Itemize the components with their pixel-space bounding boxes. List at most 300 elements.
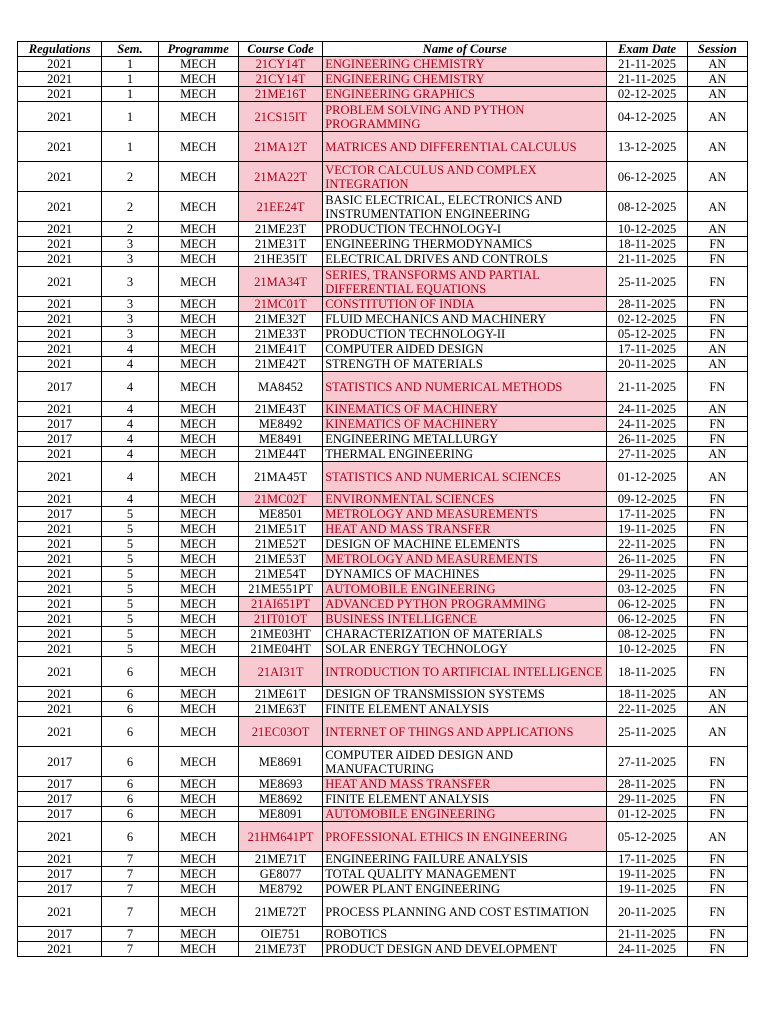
session-cell: FN [687,807,747,822]
course-code-cell: 21ME31T [238,237,322,252]
semester-cell: 5 [102,612,158,627]
table-row [18,327,748,342]
exam-date-cell: 08-12-2025 [607,192,687,222]
regulation-cell: 2021 [18,822,102,852]
exam-date-cell: 17-11-2025 [607,507,687,522]
programme-cell: MECH [158,447,238,462]
header-course-code: Course Code [238,42,322,57]
programme-cell: MECH [158,942,238,957]
header-exam-date: Exam Date [607,42,687,57]
regulation-cell: 2021 [18,657,102,687]
programme-cell: MECH [158,462,238,492]
table-row [18,777,748,792]
semester-cell: 4 [102,372,158,402]
regulation-cell: 2021 [18,447,102,462]
exam-date-cell: 22-11-2025 [607,702,687,717]
table-row [18,687,748,702]
semester-cell: 1 [102,72,158,87]
table-row [18,372,748,402]
exam-date-cell: 13-12-2025 [607,132,687,162]
regulation-cell: 2021 [18,852,102,867]
course-code-cell: 21MC02T [238,492,322,507]
course-code-cell: ME8091 [238,807,322,822]
session-cell: AN [687,162,747,192]
programme-cell: MECH [158,417,238,432]
regulation-cell: 2017 [18,432,102,447]
regulation-cell: 2021 [18,237,102,252]
semester-cell: 3 [102,252,158,267]
programme-cell: MECH [158,642,238,657]
table-row [18,657,748,687]
exam-date-cell: 22-11-2025 [607,537,687,552]
exam-date-cell: 05-12-2025 [607,822,687,852]
course-name-cell: AUTOMOBILE ENGINEERING [323,582,607,597]
programme-cell: MECH [158,432,238,447]
course-name-cell: INTRODUCTION TO ARTIFICIAL INTELLIGENCE [323,657,607,687]
regulation-cell: 2021 [18,462,102,492]
session-cell: AN [687,342,747,357]
programme-cell: MECH [158,657,238,687]
table-row [18,927,748,942]
session-cell: AN [687,717,747,747]
regulation-cell: 2021 [18,192,102,222]
table-row [18,567,748,582]
programme-cell: MECH [158,792,238,807]
table-row [18,297,748,312]
semester-cell: 6 [102,777,158,792]
table-row [18,447,748,462]
exam-date-cell: 05-12-2025 [607,327,687,342]
session-cell: FN [687,642,747,657]
course-name-cell: ENGINEERING GRAPHICS [323,87,607,102]
semester-cell: 1 [102,102,158,132]
course-code-cell: 21ME61T [238,687,322,702]
course-code-cell: 21ME23T [238,222,322,237]
course-code-cell: 21AI31T [238,657,322,687]
course-name-cell: PROFESSIONAL ETHICS IN ENGINEERING [323,822,607,852]
course-code-cell: ME8692 [238,792,322,807]
regulation-cell: 2021 [18,132,102,162]
course-code-cell: ME8693 [238,777,322,792]
semester-cell: 6 [102,792,158,807]
programme-cell: MECH [158,567,238,582]
regulation-cell: 2021 [18,57,102,72]
semester-cell: 6 [102,657,158,687]
semester-cell: 7 [102,927,158,942]
table-row [18,897,748,927]
semester-cell: 6 [102,717,158,747]
regulation-cell: 2021 [18,897,102,927]
exam-date-cell: 21-11-2025 [607,72,687,87]
regulation-cell: 2017 [18,507,102,522]
semester-cell: 6 [102,822,158,852]
header-session: Session [687,42,747,57]
semester-cell: 7 [102,942,158,957]
semester-cell: 3 [102,267,158,297]
exam-date-cell: 24-11-2025 [607,942,687,957]
course-code-cell: 21ME44T [238,447,322,462]
course-code-cell: 21EC03OT [238,717,322,747]
regulation-cell: 2021 [18,342,102,357]
regulation-cell: 2021 [18,102,102,132]
programme-cell: MECH [158,507,238,522]
session-cell: AN [687,87,747,102]
table-row [18,717,748,747]
course-code-cell: 21IT01OT [238,612,322,627]
semester-cell: 5 [102,567,158,582]
course-name-cell: SERIES, TRANSFORMS AND PARTIAL DIFFERENTIAL EQUATIONS [323,267,607,297]
course-name-cell: ENGINEERING FAILURE ANALYSIS [323,852,607,867]
regulation-cell: 2021 [18,87,102,102]
regulation-cell: 2021 [18,597,102,612]
exam-date-cell: 25-11-2025 [607,267,687,297]
exam-date-cell: 06-12-2025 [607,162,687,192]
exam-date-cell: 26-11-2025 [607,552,687,567]
programme-cell: MECH [158,267,238,297]
regulation-cell: 2021 [18,252,102,267]
table-row [18,87,748,102]
programme-cell: MECH [158,612,238,627]
table-row [18,162,748,192]
exam-date-cell: 17-11-2025 [607,342,687,357]
session-cell: FN [687,897,747,927]
semester-cell: 4 [102,417,158,432]
exam-date-cell: 28-11-2025 [607,777,687,792]
course-name-cell: PRODUCTION TECHNOLOGY-II [323,327,607,342]
exam-date-cell: 20-11-2025 [607,357,687,372]
session-cell: FN [687,747,747,777]
table-row [18,237,748,252]
table-row [18,867,748,882]
programme-cell: MECH [158,132,238,162]
course-name-cell: KINEMATICS OF MACHINERY [323,417,607,432]
course-name-cell: ENGINEERING CHEMISTRY [323,57,607,72]
session-cell: FN [687,882,747,897]
exam-date-cell: 28-11-2025 [607,297,687,312]
regulation-cell: 2021 [18,612,102,627]
header-course-name: Name of Course [323,42,607,57]
course-code-cell: 21CS15IT [238,102,322,132]
table-row [18,642,748,657]
exam-date-cell: 25-11-2025 [607,717,687,747]
programme-cell: MECH [158,702,238,717]
table-row [18,132,748,162]
programme-cell: MECH [158,927,238,942]
programme-cell: MECH [158,807,238,822]
course-code-cell: 21ME71T [238,852,322,867]
course-code-cell: 21ME41T [238,342,322,357]
programme-cell: MECH [158,192,238,222]
course-code-cell: 21HE35IT [238,252,322,267]
semester-cell: 7 [102,852,158,867]
course-name-cell: ENVIRONMENTAL SCIENCES [323,492,607,507]
exam-date-cell: 21-11-2025 [607,927,687,942]
session-cell: FN [687,327,747,342]
table-row [18,582,748,597]
table-row [18,522,748,537]
course-name-cell: STRENGTH OF MATERIALS [323,357,607,372]
course-code-cell: ME8691 [238,747,322,777]
semester-cell: 3 [102,237,158,252]
regulation-cell: 2017 [18,747,102,777]
course-code-cell: 21ME04HT [238,642,322,657]
course-name-cell: AUTOMOBILE ENGINEERING [323,807,607,822]
programme-cell: MECH [158,342,238,357]
programme-cell: MECH [158,537,238,552]
programme-cell: MECH [158,552,238,567]
regulation-cell: 2021 [18,642,102,657]
session-cell: FN [687,852,747,867]
exam-date-cell: 17-11-2025 [607,852,687,867]
table-row [18,267,748,297]
session-cell: AN [687,102,747,132]
semester-cell: 2 [102,192,158,222]
regulation-cell: 2021 [18,402,102,417]
session-cell: FN [687,507,747,522]
course-code-cell: 21ME551PT [238,582,322,597]
semester-cell: 2 [102,162,158,192]
exam-date-cell: 06-12-2025 [607,597,687,612]
exam-date-cell: 18-11-2025 [607,687,687,702]
course-code-cell: 21ME63T [238,702,322,717]
session-cell: FN [687,312,747,327]
course-name-cell: CONSTITUTION OF INDIA [323,297,607,312]
programme-cell: MECH [158,102,238,132]
session-cell: FN [687,927,747,942]
semester-cell: 5 [102,537,158,552]
table-row [18,597,748,612]
exam-date-cell: 10-12-2025 [607,642,687,657]
course-name-cell: STATISTICS AND NUMERICAL SCIENCES [323,462,607,492]
course-code-cell: ME8492 [238,417,322,432]
exam-date-cell: 10-12-2025 [607,222,687,237]
programme-cell: MECH [158,822,238,852]
exam-date-cell: 09-12-2025 [607,492,687,507]
exam-date-cell: 08-12-2025 [607,627,687,642]
exam-date-cell: 02-12-2025 [607,87,687,102]
programme-cell: MECH [158,372,238,402]
table-row [18,552,748,567]
exam-date-cell: 06-12-2025 [607,612,687,627]
semester-cell: 7 [102,897,158,927]
programme-cell: MECH [158,687,238,702]
programme-cell: MECH [158,717,238,747]
table-row [18,357,748,372]
session-cell: FN [687,942,747,957]
table-row [18,252,748,267]
session-cell: FN [687,522,747,537]
course-code-cell: 21MA22T [238,162,322,192]
semester-cell: 5 [102,597,158,612]
course-name-cell: METROLOGY AND MEASUREMENTS [323,552,607,567]
regulation-cell: 2021 [18,717,102,747]
session-cell: FN [687,657,747,687]
semester-cell: 5 [102,522,158,537]
programme-cell: MECH [158,222,238,237]
session-cell: FN [687,252,747,267]
programme-cell: MECH [158,852,238,867]
course-code-cell: 21HM641PT [238,822,322,852]
table-row [18,942,748,957]
exam-date-cell: 19-11-2025 [607,522,687,537]
table-row [18,882,748,897]
session-cell: FN [687,417,747,432]
exam-date-cell: 20-11-2025 [607,897,687,927]
course-code-cell: 21MA45T [238,462,322,492]
course-code-cell: 21ME52T [238,537,322,552]
programme-cell: MECH [158,582,238,597]
course-code-cell: 21ME43T [238,402,322,417]
semester-cell: 2 [102,222,158,237]
session-cell: AN [687,222,747,237]
exam-date-cell: 02-12-2025 [607,312,687,327]
regulation-cell: 2021 [18,297,102,312]
course-code-cell: 21ME54T [238,567,322,582]
exam-date-cell: 27-11-2025 [607,447,687,462]
session-cell: FN [687,267,747,297]
session-cell: AN [687,402,747,417]
session-cell: AN [687,357,747,372]
table-row [18,792,748,807]
semester-cell: 5 [102,582,158,597]
exam-date-cell: 01-12-2025 [607,462,687,492]
regulation-cell: 2017 [18,867,102,882]
course-name-cell: PRODUCT DESIGN AND DEVELOPMENT [323,942,607,957]
course-name-cell: MATRICES AND DIFFERENTIAL CALCULUS [323,132,607,162]
programme-cell: MECH [158,747,238,777]
exam-date-cell: 01-12-2025 [607,807,687,822]
semester-cell: 1 [102,57,158,72]
session-cell: AN [687,447,747,462]
semester-cell: 5 [102,642,158,657]
regulation-cell: 2021 [18,312,102,327]
regulation-cell: 2017 [18,927,102,942]
course-name-cell: FINITE ELEMENT ANALYSIS [323,702,607,717]
course-name-cell: BASIC ELECTRICAL, ELECTRONICS AND INSTRUMENTATION ENGINEERING [323,192,607,222]
semester-cell: 1 [102,87,158,102]
course-name-cell: VECTOR CALCULUS AND COMPLEX INTEGRATION [323,162,607,192]
exam-schedule-table [17,41,748,957]
semester-cell: 4 [102,447,158,462]
course-name-cell: THERMAL ENGINEERING [323,447,607,462]
programme-cell: MECH [158,357,238,372]
course-name-cell: HEAT AND MASS TRANSFER [323,777,607,792]
table-row [18,192,748,222]
programme-cell: MECH [158,72,238,87]
course-code-cell: 21MC01T [238,297,322,312]
exam-date-cell: 24-11-2025 [607,417,687,432]
course-name-cell: TOTAL QUALITY MANAGEMENT [323,867,607,882]
table-row [18,492,748,507]
exam-date-cell: 18-11-2025 [607,657,687,687]
course-code-cell: 21ME16T [238,87,322,102]
programme-cell: MECH [158,237,238,252]
table-row [18,507,748,522]
exam-date-cell: 19-11-2025 [607,882,687,897]
semester-cell: 5 [102,507,158,522]
regulation-cell: 2021 [18,72,102,87]
course-code-cell: 21AI651PT [238,597,322,612]
programme-cell: MECH [158,297,238,312]
session-cell: FN [687,432,747,447]
session-cell: FN [687,867,747,882]
semester-cell: 4 [102,462,158,492]
exam-date-cell: 21-11-2025 [607,57,687,72]
semester-cell: 4 [102,342,158,357]
regulation-cell: 2021 [18,942,102,957]
course-code-cell: 21EE24T [238,192,322,222]
session-cell: AN [687,687,747,702]
course-code-cell: 21MA12T [238,132,322,162]
regulation-cell: 2021 [18,267,102,297]
semester-cell: 7 [102,882,158,897]
semester-cell: 4 [102,492,158,507]
semester-cell: 4 [102,432,158,447]
semester-cell: 1 [102,132,158,162]
course-name-cell: BUSINESS INTELLIGENCE [323,612,607,627]
regulation-cell: 2017 [18,372,102,402]
course-name-cell: PROCESS PLANNING AND COST ESTIMATION [323,897,607,927]
course-code-cell: 21ME03HT [238,627,322,642]
exam-date-cell: 18-11-2025 [607,237,687,252]
course-name-cell: DESIGN OF MACHINE ELEMENTS [323,537,607,552]
course-code-cell: OIE751 [238,927,322,942]
exam-date-cell: 04-12-2025 [607,102,687,132]
programme-cell: MECH [158,627,238,642]
semester-cell: 3 [102,312,158,327]
programme-cell: MECH [158,87,238,102]
session-cell: AN [687,132,747,162]
programme-cell: MECH [158,897,238,927]
course-name-cell: HEAT AND MASS TRANSFER [323,522,607,537]
header-programme: Programme [158,42,238,57]
course-code-cell: 21ME32T [238,312,322,327]
semester-cell: 6 [102,687,158,702]
session-cell: AN [687,192,747,222]
course-name-cell: STATISTICS AND NUMERICAL METHODS [323,372,607,402]
exam-date-cell: 19-11-2025 [607,867,687,882]
course-name-cell: KINEMATICS OF MACHINERY [323,402,607,417]
programme-cell: MECH [158,867,238,882]
course-name-cell: METROLOGY AND MEASUREMENTS [323,507,607,522]
table-row [18,612,748,627]
semester-cell: 3 [102,327,158,342]
course-name-cell: DESIGN OF TRANSMISSION SYSTEMS [323,687,607,702]
course-name-cell: SOLAR ENERGY TECHNOLOGY [323,642,607,657]
table-row [18,852,748,867]
programme-cell: MECH [158,597,238,612]
regulation-cell: 2021 [18,222,102,237]
exam-date-cell: 03-12-2025 [607,582,687,597]
regulation-cell: 2021 [18,537,102,552]
course-code-cell: ME8792 [238,882,322,897]
regulation-cell: 2021 [18,627,102,642]
table-row [18,537,748,552]
session-cell: AN [687,462,747,492]
course-name-cell: INTERNET OF THINGS AND APPLICATIONS [323,717,607,747]
session-cell: FN [687,612,747,627]
table-row [18,627,748,642]
exam-date-cell: 24-11-2025 [607,402,687,417]
regulation-cell: 2017 [18,807,102,822]
table-row [18,432,748,447]
session-cell: FN [687,567,747,582]
regulation-cell: 2017 [18,777,102,792]
regulation-cell: 2021 [18,582,102,597]
table-row [18,312,748,327]
exam-date-cell: 29-11-2025 [607,567,687,582]
course-code-cell: 21ME51T [238,522,322,537]
